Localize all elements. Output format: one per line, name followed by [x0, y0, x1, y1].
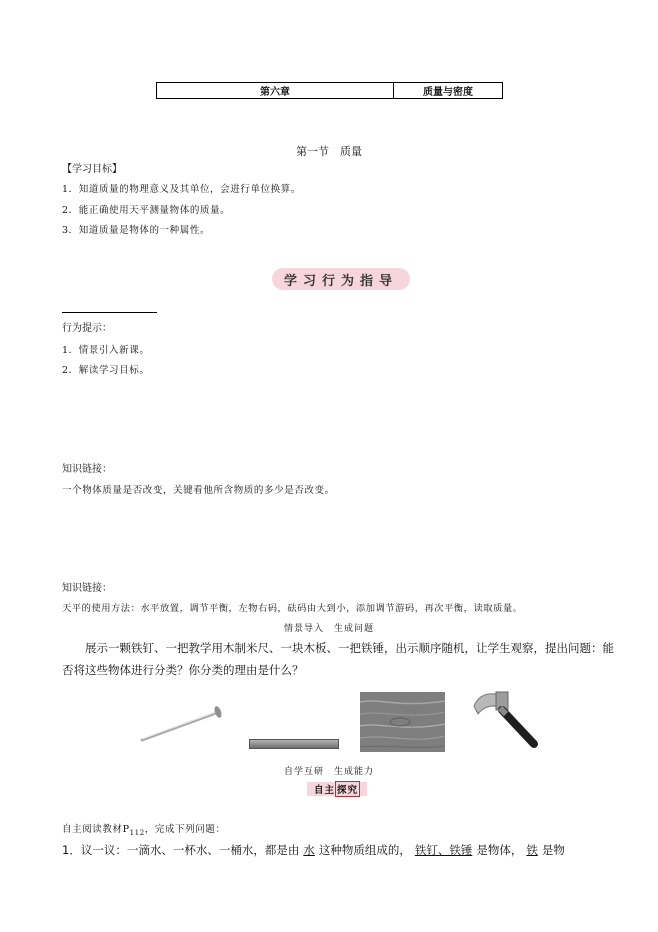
question-1-mid-2: 是物体， — [476, 843, 523, 857]
section-title: 第一节 质量 — [296, 145, 362, 158]
board-image — [360, 692, 445, 752]
badge-plain-text: 自主 — [313, 785, 335, 796]
scene-intro-label: 情景导入 生成问题 — [283, 624, 374, 634]
nail-image — [136, 700, 226, 750]
question-1-blank-2: 铁钉、铁锤 — [414, 843, 473, 857]
reading-suffix: ，完成下列问题： — [144, 824, 226, 835]
question-1-lead: 1．议一议：一滴水、一杯水、一桶水，都是由 — [62, 843, 300, 857]
question-1-tail: 是物 — [541, 843, 565, 857]
chapter-label: 第六章 — [157, 83, 394, 98]
knowledge-link-heading-1: 知识链接： — [62, 464, 112, 475]
objective-item-1: 1．知道质量的物理意义及其单位，会进行单位换算。 — [62, 184, 301, 195]
objective-item-3: 3．知道质量是物体的一种属性。 — [62, 225, 211, 236]
question-1-blank-1: 水 — [303, 843, 315, 857]
behavior-item-1: 1．情景引入新课。 — [62, 345, 150, 356]
question-1 — [62, 842, 565, 858]
reading-instruction — [62, 823, 226, 840]
knowledge-link-heading-2: 知识链接： — [62, 583, 112, 594]
knowledge-link-text-1: 一个物体质量是否改变，关键看他所含物质的多少是否改变。 — [62, 485, 335, 496]
behavior-item-2: 2．解读学习目标。 — [62, 365, 150, 376]
question-1-blank-3: 铁 — [526, 843, 538, 857]
self-study-label: 自学互研 生成能力 — [283, 767, 374, 777]
self-explore-badge — [307, 782, 367, 796]
objective-item-2: 2．能正确使用天平测量物体的质量。 — [62, 205, 231, 216]
chapter-topic: 质量与密度 — [423, 87, 473, 98]
reading-prefix: 自主阅读教材P — [62, 824, 130, 835]
objectives-heading: 【学习目标】 — [62, 164, 122, 175]
divider-line — [62, 312, 157, 313]
knowledge-link-text-2: 天平的使用方法：水平放置，调节平衡，左物右码，砝码由大到小，添加调节游码，再次平衡，读取质量。 — [62, 603, 523, 614]
hammer-image — [466, 686, 546, 752]
reading-page-number: 112 — [129, 828, 145, 837]
intro-paragraph: 展示一颗铁钉、一把教学用木制米尺、一块木板、一把铁锤，出示顺序随机，让学生观察，提出问题：能否将这些物体进行分类？你分类的理由是什么？ — [62, 641, 614, 677]
guidance-banner: 学习行为指导 — [272, 268, 410, 290]
behavior-heading: 行为提示： — [62, 323, 112, 334]
question-1-mid-1: 这种物质组成的， — [318, 843, 411, 857]
chapter-header-table — [156, 82, 503, 99]
badge-boxed-text: 探究 — [335, 781, 360, 797]
ruler-image — [249, 739, 339, 749]
